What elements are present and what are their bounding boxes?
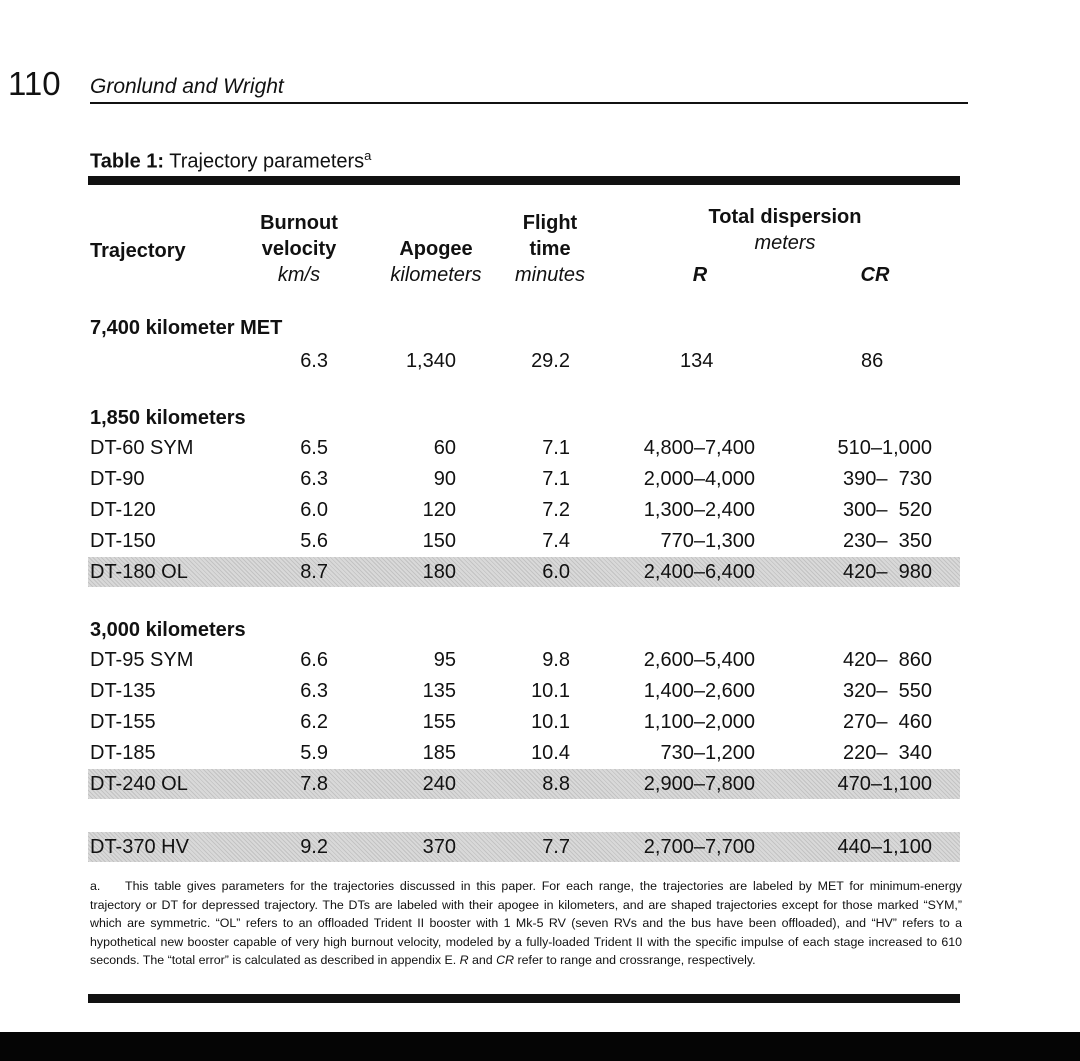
cell-flight-time: 7.1 — [542, 437, 570, 459]
cell-cr-dispersion: 470–1,100 — [837, 773, 932, 795]
cell-flight-time: 7.4 — [542, 530, 570, 552]
cell-cr-dispersion: 230– 350 — [843, 530, 932, 552]
cell-apogee: 185 — [422, 742, 456, 764]
table-row — [88, 464, 960, 494]
cell-apogee: 1,340 — [405, 350, 456, 372]
cell-velocity: 6.6 — [300, 649, 328, 671]
cell-cr-dispersion: 300– 520 — [843, 499, 932, 521]
cell-flight-time: 10.4 — [531, 742, 570, 764]
cell-cr-dispersion: 86 — [861, 350, 884, 372]
cell-apogee: 240 — [422, 773, 456, 795]
table-bottom-rule — [88, 994, 960, 1003]
table-row — [88, 738, 960, 768]
footnote-text-3: refer to range and crossrange, respectively. — [514, 953, 756, 967]
cell-apogee: 120 — [422, 499, 456, 521]
table-row — [88, 346, 960, 376]
group-heading-1850: 1,850 kilometers — [90, 407, 246, 429]
cell-flight-time: 8.8 — [542, 773, 570, 795]
cell-cr-dispersion: 390– 730 — [843, 468, 932, 490]
cell-r-dispersion: 770–1,300 — [660, 530, 755, 552]
cell-r-dispersion: 1,100–2,000 — [643, 711, 755, 733]
cell-r-dispersion: 1,300–2,400 — [643, 499, 755, 521]
cell-r-dispersion: 2,600–5,400 — [643, 649, 755, 671]
footnote-text-1: This table gives parameters for the trajectories discussed in this paper. For each range, the trajectories are labeled by MET for minimum-energy trajectory or DT for depressed trajectory. The DTs are labeled with their apogee in kilometers, and are shaped trajectories except for those marked “SYM,” which are symmetric. “OL” refers to an offloaded Trident II booster with 1 Mk-5 RV (seven RVs and the bus have been offloaded), and “HV” refers to a hypothetical new booster capable of very high burnout velocity, modeled by a fully-loaded Trident II with the specific impulse of each stage increased to 610 seconds. The “total error” is calculated as described in appendix E. — [90, 879, 962, 967]
table-row — [88, 433, 960, 463]
cell-r-dispersion: 134 — [680, 350, 714, 372]
footnote-label: a. — [90, 879, 101, 893]
cell-flight-time: 29.2 — [531, 350, 570, 372]
table-caption-text: Trajectory parameters — [164, 150, 365, 173]
cell-velocity: 7.8 — [300, 773, 328, 795]
cell-trajectory: DT-95 SYM — [90, 649, 194, 671]
footnote-cr-term: CR — [496, 953, 515, 967]
col-header-trajectory: Trajectory — [90, 240, 186, 262]
cell-cr-dispersion: 270– 460 — [843, 711, 932, 733]
cell-apogee: 155 — [422, 711, 456, 733]
cell-apogee: 370 — [422, 836, 456, 858]
col-header-total-dispersion: Total dispersion meters — [708, 206, 862, 254]
cell-apogee: 60 — [433, 437, 456, 459]
cell-apogee: 180 — [422, 561, 456, 583]
group-heading-3000: 3,000 kilometers — [90, 619, 246, 641]
cell-trajectory: DT-185 — [90, 742, 156, 764]
cell-flight-time: 10.1 — [531, 680, 570, 702]
cell-trajectory: DT-240 OL — [90, 773, 188, 795]
cell-cr-dispersion: 320– 550 — [843, 680, 932, 702]
cell-flight-time: 7.2 — [542, 499, 570, 521]
header-rule — [90, 102, 968, 104]
cell-velocity: 6.5 — [300, 437, 328, 459]
footnote-r-term: R — [459, 953, 469, 967]
table-row-dt-370-hv — [88, 832, 960, 862]
table-row — [88, 769, 960, 799]
cell-cr-dispersion: 510–1,000 — [837, 437, 932, 459]
cell-apogee: 95 — [433, 649, 456, 671]
cell-apogee: 90 — [433, 468, 456, 490]
cell-r-dispersion: 2,400–6,400 — [643, 561, 755, 583]
page-number: 110 — [8, 65, 61, 102]
footnote-text-2: and — [468, 953, 497, 967]
cell-r-dispersion: 730–1,200 — [660, 742, 755, 764]
table-row — [88, 676, 960, 706]
table-caption-label: Table 1: — [90, 150, 165, 173]
cell-cr-dispersion: 440–1,100 — [837, 836, 932, 858]
page-header — [8, 64, 960, 104]
cell-trajectory: DT-150 — [90, 530, 156, 552]
cell-velocity: 6.3 — [300, 680, 328, 702]
cell-trajectory: DT-180 OL — [90, 561, 188, 583]
cell-velocity: 8.7 — [300, 561, 328, 583]
col-header-burnout-velocity: Burnout velocity km/s — [260, 212, 338, 286]
table-row — [88, 495, 960, 525]
cell-velocity: 6.3 — [300, 468, 328, 490]
cell-trajectory: DT-155 — [90, 711, 156, 733]
cell-flight-time: 10.1 — [531, 711, 570, 733]
cell-flight-time: 6.0 — [542, 561, 570, 583]
cell-r-dispersion: 4,800–7,400 — [643, 437, 755, 459]
col-header-cr: CR — [860, 264, 890, 286]
col-header-r: R — [692, 264, 708, 286]
running-head: Gronlund and Wright — [90, 75, 284, 98]
cell-velocity: 6.2 — [300, 711, 328, 733]
cell-r-dispersion: 2,000–4,000 — [643, 468, 755, 490]
cell-velocity: 9.2 — [300, 836, 328, 858]
cell-trajectory: DT-90 — [90, 468, 145, 490]
cell-flight-time: 7.1 — [542, 468, 570, 490]
cell-cr-dispersion: 420– 980 — [843, 561, 932, 583]
cell-velocity: 6.0 — [300, 499, 328, 521]
cell-velocity: 6.3 — [300, 350, 328, 372]
cell-r-dispersion: 2,900–7,800 — [643, 773, 755, 795]
col-header-flight-time: Flight time minutes — [514, 212, 586, 286]
table-caption-footnote-mark: a — [364, 148, 372, 163]
cell-apogee: 150 — [422, 530, 456, 552]
cell-flight-time: 9.8 — [542, 649, 570, 671]
scan-bottom-edge — [0, 1032, 1080, 1061]
table-caption — [90, 142, 371, 176]
cell-trajectory: DT-370 HV — [90, 836, 189, 858]
cell-cr-dispersion: 420– 860 — [843, 649, 932, 671]
table-row — [88, 557, 960, 587]
cell-r-dispersion: 2,700–7,700 — [643, 836, 755, 858]
cell-velocity: 5.6 — [300, 530, 328, 552]
table-row — [88, 526, 960, 556]
table-footnote — [90, 877, 962, 970]
cell-r-dispersion: 1,400–2,600 — [643, 680, 755, 702]
cell-trajectory: DT-135 — [90, 680, 156, 702]
cell-flight-time: 7.7 — [542, 836, 570, 858]
cell-trajectory: DT-60 SYM — [90, 437, 194, 459]
cell-trajectory: DT-120 — [90, 499, 156, 521]
table-row — [88, 707, 960, 737]
cell-apogee: 135 — [422, 680, 456, 702]
col-header-apogee: Apogee kilometers — [390, 238, 482, 286]
cell-cr-dispersion: 220– 340 — [843, 742, 932, 764]
cell-velocity: 5.9 — [300, 742, 328, 764]
table-top-rule — [88, 176, 960, 185]
group-heading-met: 7,400 kilometer MET — [90, 317, 283, 339]
table-row — [88, 645, 960, 675]
